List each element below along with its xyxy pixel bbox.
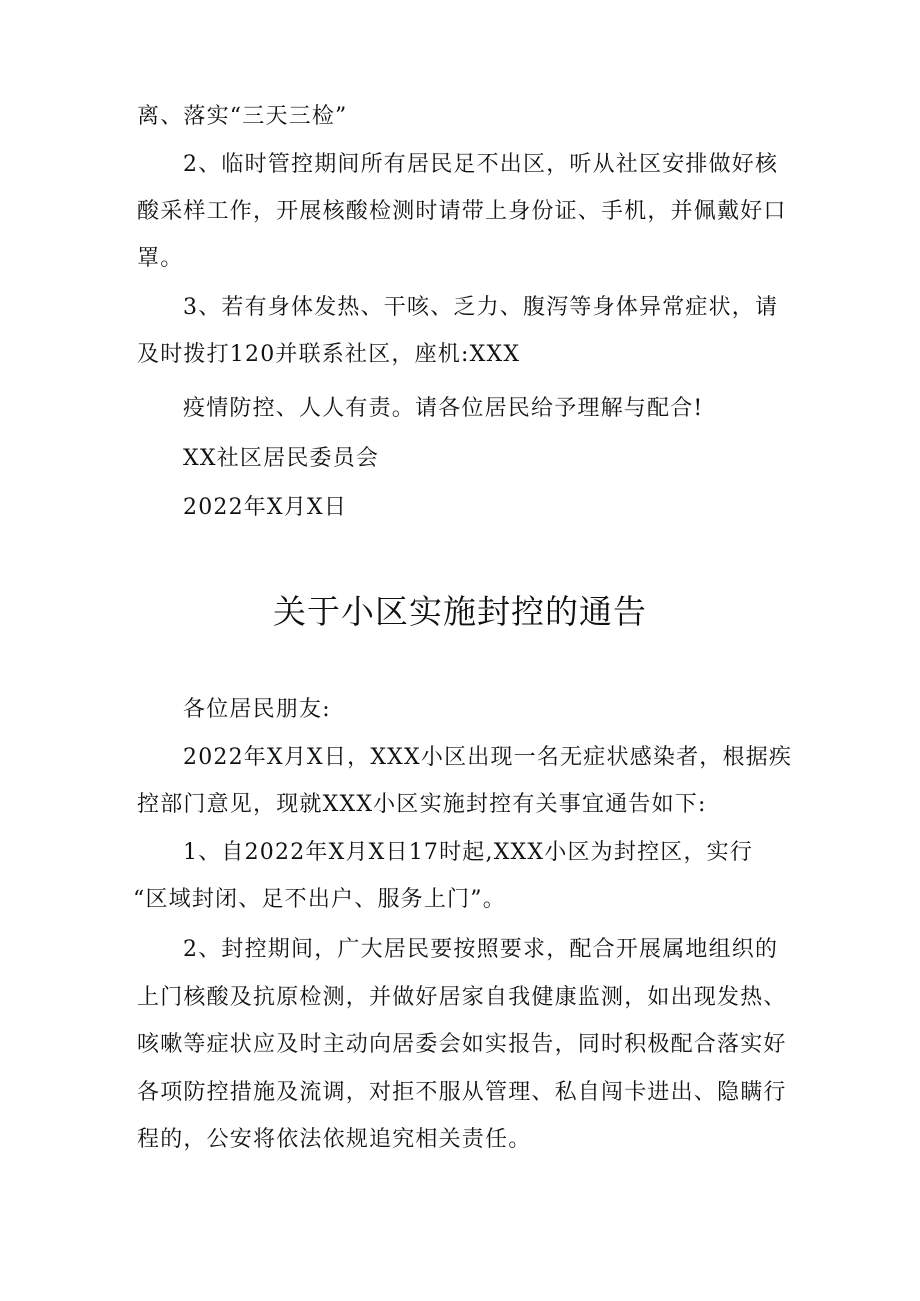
salutation: 各位居民朋友:: [183, 697, 331, 722]
text-line: 2、封控期间，广大居民要按照要求，配合开展属地组织的: [183, 937, 779, 962]
signature-date: 2022年X月X日: [183, 495, 348, 520]
text-line: 离、落实“三天三检”: [137, 104, 348, 129]
text-line: 2、临时管控期间所有居民足不出区，听从社区安排做好核: [183, 152, 779, 177]
text-line: 上门核酸及抗原检测，并做好居家自我健康监测，如出现发热、: [137, 985, 787, 1010]
text-line: 1、自2022年X月X日17时起,XXX小区为封控区，实行: [183, 840, 754, 865]
text-line: 2022年X月X日，XXX小区出现一名无症状感染者，根据疾: [183, 745, 793, 770]
text-line: 罩。: [137, 246, 184, 271]
text-line: 咳嗽等症状应及时主动向居委会如实报告，同时积极配合落实好: [137, 1032, 787, 1057]
text-line: 各项防控措施及流调，对拒不服从管理、私自闯卡进出、隐瞒行: [137, 1080, 787, 1105]
text-line: 及时拨打120并联系社区，座机:XXX: [137, 342, 521, 367]
notice-title: 关于小区实施封控的通告: [273, 592, 647, 631]
text-line: 酸采样工作，开展核酸检测时请带上身份证、手机，并佩戴好口: [137, 199, 787, 224]
text-line: 控部门意见，现就XXX小区实施封控有关事宜通告如下:: [137, 792, 707, 817]
text-line: 3、若有身体发热、干咳、乏力、腹泻等身体异常症状，请: [183, 295, 779, 320]
text-line: 程的，公安将依法依规追究相关责任。: [137, 1127, 532, 1152]
signature-committee: XX社区居民委员会: [183, 446, 380, 471]
text-line: “区域封闭、足不出户、服务上门”。: [133, 887, 506, 912]
text-line: 疫情防控、人人有责。请各位居民给予理解与配合!: [183, 396, 704, 421]
